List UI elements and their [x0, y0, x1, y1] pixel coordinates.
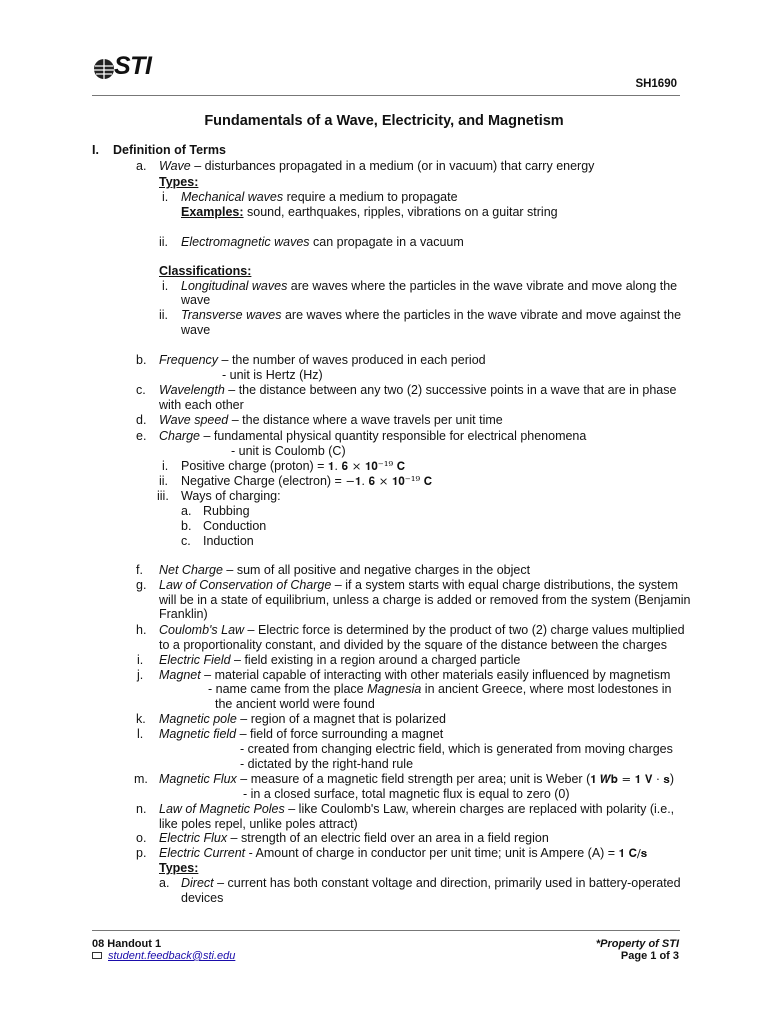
mechanical-waves: Mechanical waves require a medium to propagate: [181, 190, 458, 204]
sti-logo: [92, 52, 172, 88]
logo-text: STI: [114, 52, 152, 80]
sub-label: ii.: [159, 235, 169, 249]
document-code: SH1690: [635, 78, 677, 90]
magnetic-field-cont: - created from changing electric field, which is generated from moving charges: [240, 742, 673, 756]
charging-conduction: Conduction: [203, 519, 267, 533]
page-title: Fundamentals of a Wave, Electricity, and Magnetism: [204, 113, 564, 129]
wave-types-heading: Types:: [159, 175, 199, 189]
conservation-cont: Franklin): [159, 607, 208, 621]
item-label: i.: [137, 653, 144, 667]
magnet-cont: the ancient world were found: [215, 697, 375, 711]
sub-label: b.: [181, 519, 192, 533]
sub-label: c.: [181, 534, 191, 548]
longitudinal-waves: Longitudinal waves are waves where the particles in the wave vibrate and move along the: [181, 279, 678, 293]
wave-speed-definition: Wave speed – the distance where a wave travels per unit time: [159, 413, 503, 427]
magnetic-field-definition: Magnetic field – field of force surrounding a magnet: [159, 727, 444, 741]
sub-label: a.: [181, 504, 192, 518]
sub-label: ii.: [159, 474, 169, 488]
item-label: m.: [134, 772, 148, 786]
longitudinal-waves-cont: wave: [181, 293, 211, 307]
charging-rubbing: Rubbing: [203, 504, 250, 518]
charge-unit: - unit is Coulomb (C): [231, 444, 346, 458]
magnet-name-origin: - name came from the place Magnesia in ancient Greece, where most lodestones in: [208, 682, 672, 696]
electric-flux-definition: Electric Flux – strength of an electric field over an area in a field region: [159, 831, 549, 845]
magnetic-poles-law-cont: like poles repel, unlike poles attract): [159, 817, 358, 831]
conservation-cont: will be in a state of equilibrium, unless a charge is added or removed from the system (Benjamin: [159, 593, 691, 607]
charge-definition: Charge – fundamental physical quantity responsible for electrical phenomena: [159, 429, 587, 443]
footer-divider: [92, 930, 680, 931]
sub-label: ii.: [159, 308, 169, 322]
handout-label: 08 Handout 1: [92, 938, 162, 950]
section-title: Definition of Terms: [113, 143, 226, 157]
item-label: h.: [136, 623, 147, 637]
item-label: a.: [136, 159, 147, 173]
item-label: e.: [136, 429, 147, 443]
direct-current-cont: devices: [181, 891, 224, 905]
magnetic-flux-definition: Magnetic Flux – measure of a magnetic field strength per area; unit is Weber (𝟏 𝑾𝐛 = 𝟏 𝐕 · 𝐬): [159, 772, 674, 786]
charging-induction: Induction: [203, 534, 254, 548]
electromagnetic-waves: Electromagnetic waves can propagate in a vacuum: [181, 235, 464, 249]
item-label: d.: [136, 413, 147, 427]
direct-current-definition: Direct – current has both constant voltage and direction, primarily used in battery-operated: [181, 876, 681, 890]
coulombs-law-cont: to a proportionality constant, and divided by the square of the distance between the charges: [159, 638, 667, 652]
item-label: k.: [136, 712, 146, 726]
wave-definition: Wave – disturbances propagated in a medium (or in vacuum) that carry energy: [159, 159, 595, 173]
feedback-email-link[interactable]: student.feedback@sti.edu: [108, 950, 236, 962]
sub-label: iii.: [157, 489, 169, 503]
item-label: n.: [136, 802, 147, 816]
magnetic-flux-cont: - in a closed surface, total magnetic flux is equal to zero (0): [243, 787, 570, 801]
magnet-definition: Magnet – material capable of interacting with other materials easily influenced by magnetism: [159, 668, 671, 682]
transverse-waves: Transverse waves are waves where the particles in the wave vibrate and move against the: [181, 308, 682, 322]
classifications-heading: Classifications:: [159, 264, 252, 278]
property-label: *Property of STI: [595, 938, 679, 950]
item-label: o.: [136, 831, 147, 845]
section-number: I.: [92, 143, 99, 157]
frequency-definition: Frequency – the number of waves produced in each period: [159, 353, 486, 367]
net-charge-definition: Net Charge – sum of all positive and negative charges in the object: [159, 563, 531, 577]
item-label: b.: [136, 353, 147, 367]
globe-icon: [92, 56, 116, 82]
magnetic-poles-law-definition: Law of Magnetic Poles – like Coulomb's Law, wherein charges are replaced with polarity (i.e.,: [159, 802, 675, 816]
mail-icon: [92, 952, 102, 959]
item-label: c.: [136, 383, 146, 397]
current-types-heading: Types:: [159, 861, 199, 875]
header-divider: [92, 95, 680, 96]
magnetic-pole-definition: Magnetic pole – region of a magnet that is polarized: [159, 712, 446, 726]
item-label: j.: [137, 668, 144, 682]
sub-label: i.: [162, 190, 169, 204]
sub-label: i.: [162, 459, 169, 473]
examples-line: Examples: sound, earthquakes, ripples, vibrations on a guitar string: [181, 205, 558, 219]
wavelength-definition: Wavelength – the distance between any two (2) successive points in a wave that are in phase: [159, 383, 677, 397]
magnetic-field-cont: - dictated by the right-hand rule: [240, 757, 414, 771]
negative-charge: Negative Charge (electron) = −𝟏. 𝟔 × 𝟏𝟎⁻¹⁹ 𝐂: [181, 474, 433, 488]
electric-field-definition: Electric Field – field existing in a region around a charged particle: [159, 653, 521, 667]
ways-of-charging: Ways of charging:: [181, 489, 281, 503]
sub-label: i.: [162, 279, 169, 293]
transverse-waves-cont: wave: [181, 323, 211, 337]
sub-label: a.: [159, 876, 170, 890]
page-number: Page 1 of 3: [620, 950, 679, 962]
coulombs-law-definition: Coulomb's Law – Electric force is determined by the product of two (2) charge values multiplied: [159, 623, 685, 637]
item-label: l.: [137, 727, 144, 741]
positive-charge: Positive charge (proton) = 𝟏. 𝟔 × 𝟏𝟎⁻¹⁹ 𝐂: [181, 459, 406, 473]
conservation-definition: Law of Conservation of Charge – if a system starts with equal charge distributions, the system: [159, 578, 679, 592]
electric-current-definition: Electric Current - Amount of charge in conductor per unit time; unit is Ampere (A) = 𝟏 𝐂/𝐬: [159, 846, 648, 860]
item-label: p.: [136, 846, 147, 860]
wavelength-cont: with each other: [159, 398, 244, 412]
frequency-unit: - unit is Hertz (Hz): [222, 368, 323, 382]
item-label: f.: [136, 563, 143, 577]
item-label: g.: [136, 578, 147, 592]
